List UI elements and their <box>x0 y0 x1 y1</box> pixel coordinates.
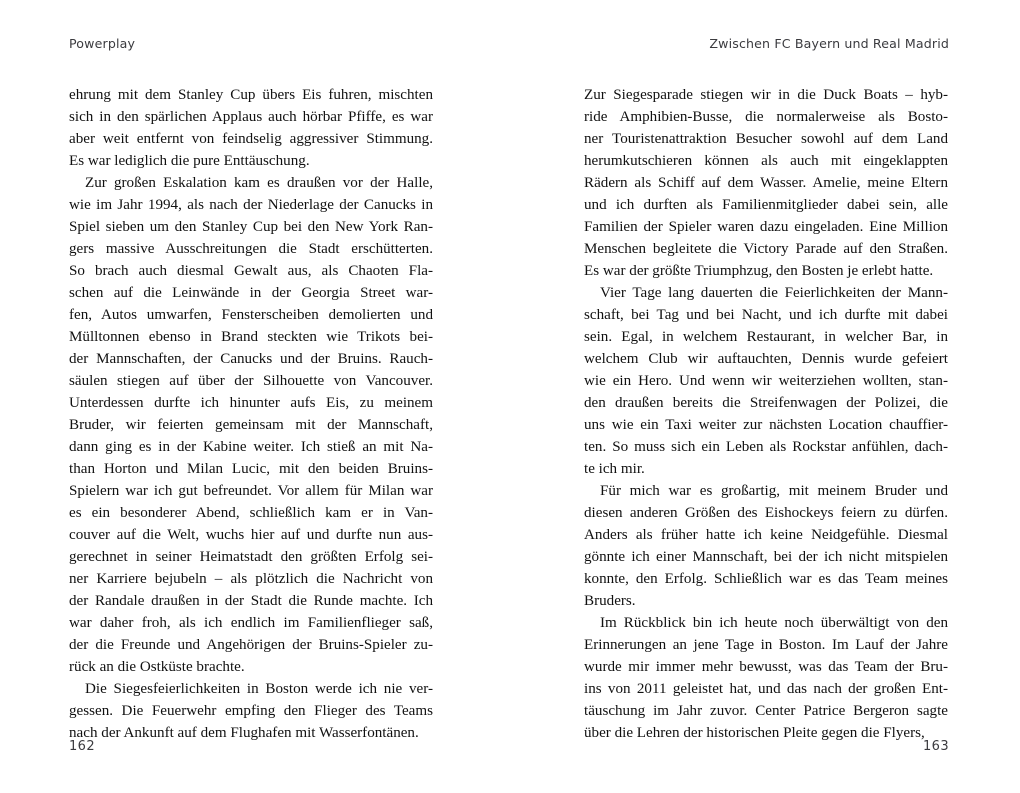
text-line: säulen stiegen auf über der Silhouette von Vancouver. <box>69 373 433 389</box>
text-line: Bruder, wir feierten gemeinsam mit der Mannschaft, <box>69 417 433 433</box>
text-line: Spiel sieben um den Stanley Cup bei den New York Ran- <box>69 219 433 235</box>
text-line: Erinnerungen an jene Tage in Boston. Im Lauf der Jahre <box>584 637 948 653</box>
text-line: über die Lehren der historischen Pleite gegen die Flyers, <box>584 725 925 741</box>
text-line: Vier Tage lang dauerten die Feierlichkeiten der Mann- <box>600 285 948 301</box>
text-line: gerechnet in seiner Heimatstadt den größten Erfolg sei- <box>69 549 433 565</box>
text-line: den draußen bereits die Streifenwagen der Polizei, die <box>584 395 948 411</box>
text-line: diesen anderen Größen des Eishockeys feiern zu dürfen. <box>584 505 948 521</box>
text-line: Unterdessen durfte ich hinunter aufs Eis, zu meinem <box>69 395 433 411</box>
text-line: war daher froh, als ich endlich im Familienflieger saß, <box>69 615 433 631</box>
text-line: Mülltonnen ebenso in Brand steckten wie Trikots bei- <box>69 329 433 345</box>
text-line: und ich durften als Familienmitglieder dabei sein, alle <box>584 197 948 213</box>
text-line: uns wie ein Taxi weiter zur nächsten Location chauffier- <box>584 417 948 433</box>
text-line: Familien der Spieler waren dazu eingeladen. Eine Million <box>584 219 948 235</box>
text-line: gönnte ich einer Mannschaft, bei der ich nicht mitspielen <box>584 549 948 565</box>
text-line: Es war der größte Triumphzug, den Bosten je erlebt hatte. <box>584 263 934 279</box>
text-line: ins von 2011 geleistet hat, und das nach der großen Ent- <box>584 681 948 697</box>
text-line: than Horton und Milan Lucic, mit den beiden Bruins- <box>69 461 433 477</box>
text-line: konnte, den Erfolg. Schließlich war es das Team meines <box>584 571 948 587</box>
text-line: der Mannschaften, der Canucks und der Bruins. Rauch- <box>69 351 433 367</box>
text-line: wie ein Hero. Und wenn wir weiterziehen wollten, stan- <box>584 373 948 389</box>
text-line: herumkutschieren können als auch mit eingeklappten <box>584 153 948 169</box>
text-line: der Randale draußen in der Stadt die Runde machte. Ich <box>69 593 433 609</box>
text-line: aber weit entfernt von feindselig aggressiver Stimmung. <box>69 131 433 147</box>
text-line: ten. So muss sich ein Leben als Rockstar anfühlen, dach- <box>584 439 948 455</box>
text-line: Zur großen Eskalation kam es draußen vor der Halle, <box>85 175 433 191</box>
text-line: Rädern als Schiff auf dem Wasser. Amelie, meine Eltern <box>584 175 948 191</box>
text-line: gers massive Ausschreitungen die Stadt erschütterten. <box>69 241 433 257</box>
text-line: welchem Club wir auftauchten, Dennis wurde gefeiert <box>584 351 948 367</box>
text-line: Bruders. <box>584 593 636 609</box>
text-line: sein. Egal, in welchem Restaurant, in welcher Bar, in <box>584 329 948 345</box>
text-line: Für mich war es großartig, mit meinem Bruder und <box>600 483 948 499</box>
text-line: Es war lediglich die pure Enttäuschung. <box>69 153 310 169</box>
text-line: gessen. Die Feuerwehr empfing den Flieger des Teams <box>69 703 433 719</box>
text-line: te ich mir. <box>584 461 645 477</box>
text-line: Spielern war ich gut befreundet. Vor allem für Milan war <box>69 483 433 499</box>
text-line: wie im Jahr 1994, als nach der Niederlage der Canucks in <box>69 197 433 213</box>
text-line: es ein besonderer Abend, schließlich kam er in Van- <box>69 505 433 521</box>
text-line: dann ging es in der Kabine weiter. Ich stieß an mit Na- <box>69 439 433 455</box>
text-line: ehrung mit dem Stanley Cup übers Eis fuhren, mischten <box>69 87 433 103</box>
text-line: So brach auch diesmal Gewalt aus, als Chaoten Fla- <box>69 263 433 279</box>
text-line: wurde mir immer mehr bewusst, was das Team der Bru- <box>584 659 948 675</box>
text-line: Zur Siegesparade stiegen wir in die Duck Boats – hyb- <box>584 87 948 103</box>
text-line: ner Touristenattraktion Besucher sowohl auf dem Land <box>584 131 948 147</box>
text-line: Anders als früher hatte ich keine Neidgefühle. Diesmal <box>584 527 948 543</box>
text-line: Im Rückblick bin ich heute noch überwältigt von den <box>600 615 948 631</box>
text-line: schen auf die Leinwände in der Georgia Street war- <box>69 285 433 301</box>
text-line: couver auf die Welt, wuchs hier auf und durfte nun aus- <box>69 527 433 543</box>
text-line: schaft, bei Tag und bei Nacht, und ich durfte mit dabei <box>584 307 948 323</box>
text-line: rück an die Ostküste brachte. <box>69 659 245 675</box>
text-line: ner Karriere bejubeln – als plötzlich die Nachricht von <box>69 571 433 587</box>
running-head-verso: Powerplay <box>69 36 136 51</box>
text-line: der die Freunde und Angehörigen der Bruins-Spieler zu- <box>69 637 433 653</box>
page-number-verso: 162 <box>69 739 96 754</box>
text-line: Die Siegesfeierlichkeiten in Boston werde ich nie ver- <box>85 681 433 697</box>
text-line: ride Amphibien-Busse, die normalerweise als Bosto- <box>584 109 948 125</box>
running-head-recto: Zwischen FC Bayern und Real Madrid <box>709 36 949 51</box>
page-number-recto: 163 <box>922 739 949 754</box>
text-line: nach der Ankunft auf dem Flughafen mit Wasserfontänen. <box>69 725 419 741</box>
body-text-column-verso <box>69 84 433 744</box>
text-line: sich in den spärlichen Applaus auch hörbar Pfiffe, es war <box>69 109 433 125</box>
body-text-column-recto <box>584 84 948 744</box>
text-line: Menschen begleitete die Victory Parade auf den Straßen. <box>584 241 948 257</box>
text-line: täuschung im Jahr zuvor. Center Patrice Bergeron sagte <box>584 703 948 719</box>
text-line: fen, Autos umwarfen, Fensterscheiben demolierten und <box>69 307 433 323</box>
